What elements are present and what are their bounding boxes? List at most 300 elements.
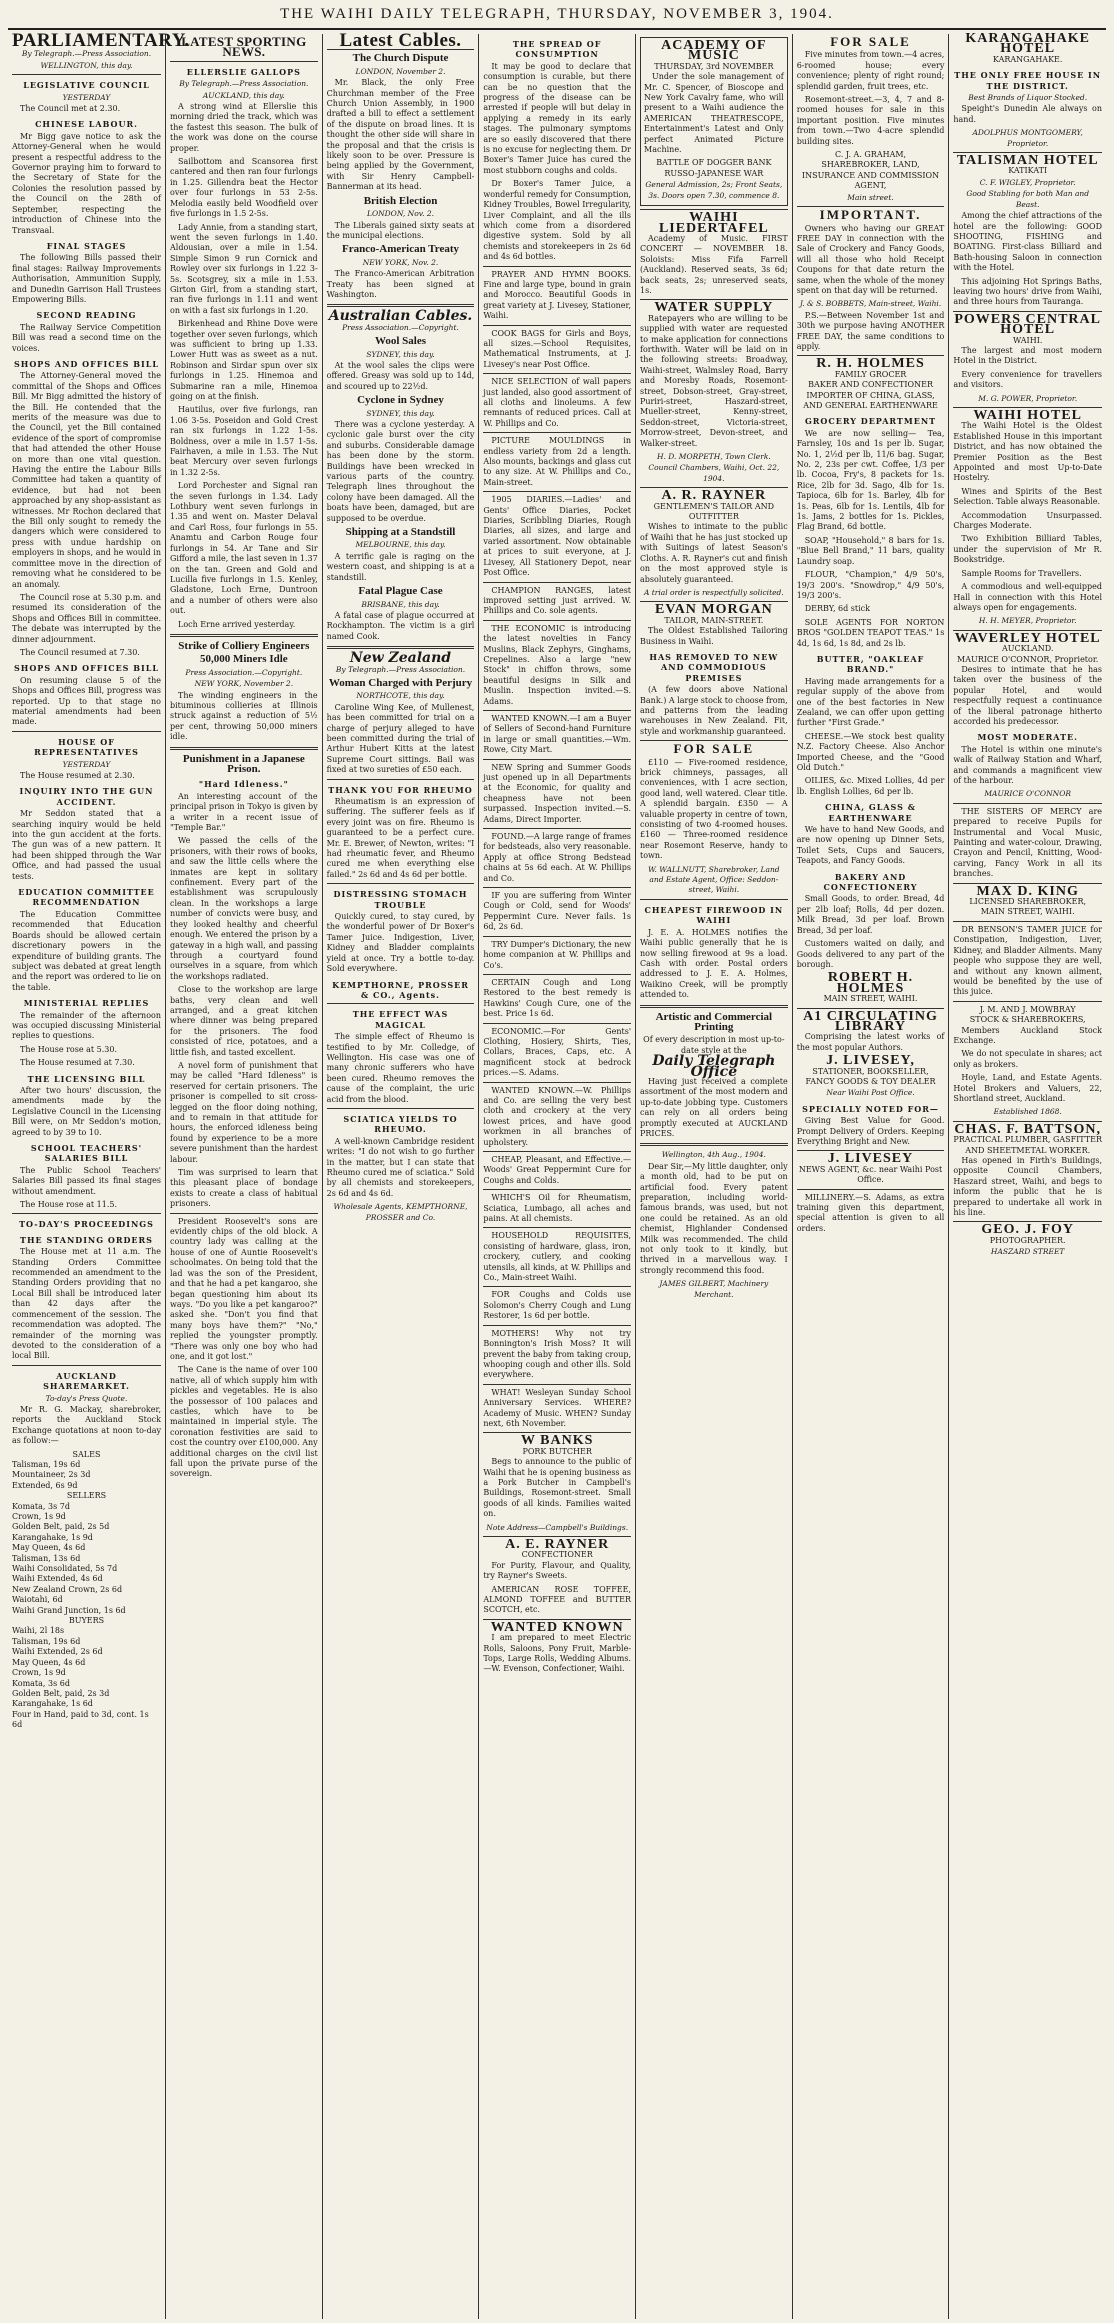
grocery-text: We are now selling— Tea, Farnsley, 10s and 1s per lb. Sugar, No. 1, 2½d per lb, 11/6 bag. Sugar, No. 2, 23s per cwt. Coffee, 1/3 per lb. Cocoa, Fry's, 8 packets for 1s. Rice, 2lb for 3d. Sago, 4lb for 1s. Tapioca, 6lb for 1s. Barley, 4lb for 1s. Peas, 6lb for 1s. Lentils, 4lb for 1s. Jams, 2 bottles for 1s. Pickles, Flag Brand, 6d bottle.: [796, 428, 945, 532]
share-quote: Komata, 3s 7d: [12, 1501, 70, 1511]
plague-heading: Fatal Plague Case: [358, 585, 443, 598]
powers-heading: POWERS CENTRAL HOTEL: [954, 311, 1101, 338]
wigley: C. F. WIGLEY, Proprietor.: [979, 177, 1076, 187]
grocery-heading: GROCERY DEPARTMENT: [804, 416, 937, 427]
masthead-title: THE WAIHI DAILY TELEGRAPH, THURSDAY, NOVEMBER 3, 1904.: [280, 6, 834, 22]
letter-date: Wellington, 4th Aug., 1904.: [661, 1150, 766, 1160]
australian-cables-heading: Australian Cables.: [328, 308, 473, 325]
ar-rayner-heading: A. R. RAYNER: [661, 488, 767, 504]
election-heading: British Election: [363, 194, 438, 207]
meyer: H. H. MEYER, Proprietor.: [978, 616, 1077, 626]
mowbray-text: Members Auckland Stock Exchange.: [953, 1025, 1103, 1045]
holmes-sub-3: IMPORTER OF CHINA, GLASS, AND GENERAL EARTHENWARE: [803, 390, 938, 410]
oconnor-sign: MAURICE O'CONNOR: [984, 789, 1072, 799]
columns: [8, 30, 1106, 2319]
mowbray-heading: J. M. AND J. MOWBRAY: [979, 1004, 1076, 1014]
council-heading: LEGISLATIVE COUNCIL: [23, 80, 150, 91]
share-quote: Crown, 1s 9d: [12, 1668, 66, 1678]
cook-text: COOK BAGS for Girls and Boys, all sizes.—School Requisites, Mathematical Instruments, at J. Livesey's near Post Office.: [483, 328, 632, 369]
sales-heading: SALES: [72, 1449, 101, 1459]
second-text: The Railway Service Competition Bill was read a second time on the voices.: [12, 322, 161, 353]
perjury-dateline: NORTHCOTE, this day.: [356, 691, 445, 701]
livesey-heading: J. LIVESEY,: [826, 1053, 915, 1069]
consumption-heading: THE SPREAD OF CONSUMPTION: [512, 39, 602, 60]
ship-text: A terrific gale is raging on the western coast, and shipping is at a standstill.: [326, 551, 475, 582]
graham-heading: C. J. A. GRAHAM,: [834, 150, 907, 160]
inquiry-text: Mr Seddon stated that a searching inquiry would be held into the gun accident at the forts. The gun was of a new pattern. It had been shipped through the War Office, and had passed the usual tests.: [12, 809, 161, 881]
share-quote: Karangahake, 1s 9d: [12, 1532, 93, 1542]
academy-date: THURSDAY, 3rd NOVEMBER: [654, 61, 774, 71]
shops-heading: SHOPS AND OFFICES BILL: [14, 358, 159, 369]
banks-text: Begs to announce to the public of Waihi that he is opening business as a Pork Butcher in Campbell's Buildings, Rosemont-street. Small goods of all kinds. Families waited on.: [483, 1457, 632, 1519]
waverley-sub: AUCKLAND.: [1001, 644, 1054, 654]
china-text: We have to hand New Goods, and are now opening up Dinner Sets, Toilet Sets, Cups and Saucers, Teapots, and Fancy Goods.: [796, 825, 945, 866]
share-quote: Talisman, 13s 6d: [12, 1553, 81, 1563]
chinese-text: Mr Bigg gave notice to ask the Attorney-General when he would present a respectful address to the Governor praying him to forward to the Secretary of State for the Colonies the resolution passed by the Council on the 28th of September, respecting the introduction of Chinese into the Transvaal.: [12, 131, 161, 235]
holmes2-sub: MAIN STREET, WAIHI.: [823, 994, 918, 1004]
church-dateline: LONDON, November 2.: [355, 66, 446, 76]
share-quote: Waihi Consolidated, 5s 7d: [12, 1564, 118, 1574]
wanted2-text: WANTED KNOWN.—W. Phillips and Co. are selling the very best cloth and crockery at the very lowest prices, and have good workmen in all branches of upholstery.: [483, 1085, 632, 1147]
share-quote: Komata, 3s 6d: [12, 1678, 70, 1688]
battson-heading: CHAS. F. BATTSON,: [954, 1121, 1101, 1137]
talisman-sub: KATIKATI: [1008, 166, 1048, 176]
plague-text: A fatal case of plague occurred at Rockhampton. The victim is a girl named Cook.: [326, 610, 475, 641]
wool-dateline: SYDNEY, this day.: [366, 349, 435, 359]
dumper-text: TRY Dumper's Dictionary, the new home companion at W. Phillips and Co's.: [483, 939, 632, 970]
sporting-title: LATEST SPORTING NEWS.: [181, 34, 307, 60]
share-quote: New Zealand Crown, 2s 6d: [12, 1584, 123, 1594]
banks-note: Note Address—Campbell's Buildings.: [486, 1522, 629, 1532]
school-heading: SCHOOL TEACHERS' SALARIES BILL: [30, 1143, 143, 1164]
oconnor-text: Desires to intimate that he has taken over the business of the popular Hotel, and would respectfully request a continuance of the liberal patronage hitherto accorded his predecessor.: [953, 664, 1103, 726]
share-quote: May Queen, 4s 6d: [12, 1543, 86, 1553]
bakery-heading: BAKERY AND CONFECTIONERY: [823, 871, 918, 893]
sport-byline: By Telegraph.—Press Association.: [179, 79, 309, 89]
economic2-text: ECONOMIC.—For Gents' Clothing, Hosiery, Shirts, Ties, Collars, Braces, Caps, etc. A magnificent stock at bedrock prices.—S. Adams.: [483, 1026, 632, 1078]
established: Established 1868.: [993, 1107, 1062, 1117]
share-quote: Four in Hand, paid to 3d, cont. 1s 6d: [12, 1709, 149, 1730]
bakery-text: Small Goods, to order. Bread, 4d per 2lb loaf; Rolls, 4d per dozen. Milk Bread, 3d per loaf. Brown Bread, 3d per loaf.: [796, 894, 945, 935]
share-quote: Karangahake, 1s 6d: [12, 1699, 93, 1709]
holmes-sub-2: BAKER AND CONFECTIONER: [808, 380, 933, 390]
column-ads-2: [636, 34, 793, 2319]
american-text: AMERICAN ROSE TOFFEE, ALMOND TOFFEE and BUTTER SCOTCH, etc.: [483, 1584, 632, 1615]
mowbray-addr: Hoyle, Land, and Estate Agents. Hotel Brokers and Valuers, 22, Shortland street, Auckland.: [953, 1073, 1103, 1103]
forsale-text: Five minutes from town.—4 acres, 6-roomed house; every convenience; plenty of right round; splendid garden, fruit trees, etc.: [796, 50, 945, 91]
evan-text-2: (A few doors above National Bank.) A large stock to choose from, and patterns from the leading warehouses in New Zealand. Fit, style and workmanship guaranteed.: [640, 685, 788, 736]
ship-heading: Shipping at a Standstill: [345, 526, 456, 539]
wanted3-heading: WANTED KNOWN: [490, 1619, 624, 1635]
karangahake-sub: KARANGAHAKE.: [992, 54, 1063, 64]
sport-dateline: AUCKLAND, this day.: [202, 90, 285, 100]
strike-heading: Strike of Colliery Engineers: [178, 639, 310, 652]
oconnor: MAURICE O'CONNOR, Proprietor.: [957, 654, 1099, 664]
picture-text: PICTURE MOULDINGS in endless variety from 2d a length. Also mounts, backings and glass cut to any size. At W. Phillips and Co., Main-street.: [483, 436, 632, 487]
waihi-hotel-heading: WAIHI HOTEL: [973, 408, 1082, 423]
share-quote: Crown, 1s 9d: [12, 1512, 66, 1521]
water-text: Ratepayers who are willing to be supplied with water are requested to make application for connections forthwith. Water will be laid on in the following streets: Broadway, Waihi-street, Walmsley Road, Barry and Moresby Roads, Rosemont-street, Dobson-street, Gray-street, Puriri-street, Haszard-street, Mueller-street, Kenny-street, Seddon-street, Victoria-street, Morrow-street, Devon-street, and Walker-street.: [640, 313, 788, 448]
dateline: WELLINGTON, this day.: [40, 60, 133, 70]
economic-text: THE ECONOMIC is introducing the latest novelties in Fancy Muslins, Black Zephyrs, Ginghams, Crepelines. Also a large "new Stock" in chiffon throws, some beautiful designs in Silk and Muslin. Inspection invited.—S. Adams.: [483, 623, 632, 706]
butter-heading: BUTTER, "OAKLEAF BRAND.": [816, 653, 925, 675]
talisman-heading: TALISMAN HOTEL: [956, 153, 1099, 169]
distress-heading: DISTRESSING STOMACH TROUBLE: [333, 889, 468, 910]
shops2-heading: SHOPS AND OFFICES BILL: [14, 663, 159, 674]
share-quote: Waihi, 2l 18s: [12, 1626, 65, 1636]
foy-sub: PHOTOGRAPHER.: [989, 1235, 1066, 1245]
consumption-text: It may be good to declare that consumption is curable, but there can be no question that the progress of the disease can be arrested if people will but delay in applying a remedy in its early stages. The pulmonary symptoms are so easily discovered that there is no excuse for neglecting them. Dr Boxer's Tamer Juice has cured the most stubborn coughs and colds.: [483, 61, 632, 175]
mothers-text: MOTHERS! Why not try Bonnington's Irish Moss? It will prevent the baby from taking croup, whooping cough and other ills. Sold everywhere.: [483, 1328, 632, 1380]
academy-text: Under the sole management of Mr. C. Spencer, of Bioscope and New York Cavalry fame, who will present to a Waihi audience the AMERICAN THEATRESCOPE, Entertainment's Latest and Only perfect Animated Picture Machine.: [644, 72, 784, 155]
evan-sub: TAILOR, MAIN-STREET.: [664, 615, 764, 625]
edu-heading: EDUCATION COMMITTEE RECOMMENDATION: [18, 887, 155, 908]
inquiry-heading: INQUIRY INTO THE GUN ACCIDENT.: [19, 786, 154, 807]
important-text: Owners who having our GREAT FREE DAY in connection with the Sale of Crockery and Fancy Goods, will all those who hold Receipt Coupons for that date return the same, when the whole of the money spent on that day will be returned.: [796, 223, 945, 295]
banks-heading: W BANKS: [520, 1433, 594, 1449]
wallnutt: W. WALLNUTT, Sharebroker, Land and Estate Agent, Office: Seddon-street, Waihi.: [648, 864, 780, 895]
household-text: HOUSEHOLD REQUISITES, consisting of hardware, glass, iron, crockery, cutlery, and cooking utensils, all kinds, at W. Phillips and Co., Main-street Waihi.: [483, 1231, 632, 1283]
karangahake-brands: Best Brands of Liquor Stocked.: [968, 93, 1088, 103]
plague-dateline: BRISBANE, this day.: [361, 599, 440, 609]
council-adj: The Council resumed at 7.30.: [20, 647, 140, 657]
rayner-sub: CONFECTIONER: [521, 1550, 593, 1560]
japan-text-4: A novel form of punishment that may be called "Hard Idleness" is reserved for certain prisoners. The prisoner is compelled to sit cross-legged on the floor doing nothing, and to remain in that attitude for hours, the enforced idleness being found by experience to be a more severe punishment than the hardest labour.: [170, 1060, 318, 1164]
parliamentary-title: PARLIAMENTARY.: [12, 30, 190, 51]
final-text: The following Bills passed their final stages: Railway Improvements Authorisation, Ammunition Supply, and Dunedin Garrison Hall Trustees Empowering Bills.: [12, 253, 161, 304]
column-sporting: [166, 34, 323, 2319]
sport-text-2: Sailbottom and Scansorea first cantered and then ran four furlongs in 1.25. Gillendra beat the Hector over four furlongs in 53 2-5s. Melodia easily beld Woodfield over five furlongs in 1.5 2-5s.: [170, 157, 318, 219]
holmes2-heading: ROBERT H. HOLMES: [827, 970, 914, 996]
japan-text-5: Tim was surprised to learn that this pleasant place of bondage exists to create a class of habitual prisoners.: [170, 1168, 318, 1209]
firewood-text: J. E. A. HOLMES notifies the Waihi public generally that he is now selling firewood at 9s a load. Cash with order. Postal orders addressed to J. E. A. Holmes, Waikino Creek, will be promptly attended to.: [640, 927, 788, 1000]
lieder-text: Academy of Music. FIRST CONCERT — NOVEMBER 18. Soloists: Miss Fifa Farrell (Auckland). Reserved seats, 3s 6d; back seats, 2s; unreserved seats, 1s.: [640, 233, 788, 295]
share-quote: Waiotahi, 6d: [12, 1595, 63, 1605]
king-addr: MAIN STREET, WAIHI.: [980, 907, 1075, 917]
which-text: WHICH'S Oil for Rheumatism, Sciatica, Lumbago, all aches and pains. At all chemists.: [483, 1193, 632, 1224]
franco-heading: Franco-American Treaty: [342, 243, 459, 256]
sole-text: SOLE AGENTS FOR NORTON BROS "GOLDEN TEAPOT TEAS." 1s 4d, 1s 6d, 1s 8d, and 2s lb.: [796, 617, 945, 648]
share-quote: May Queen, 4s 6d: [12, 1657, 86, 1667]
wigley-text: Good Stabling for both Man and Beast.: [966, 189, 1090, 209]
share-quote: Waihi Extended, 4s 6d: [12, 1574, 103, 1584]
cables-title: Latest Cables.: [339, 30, 462, 51]
spring-text: NEW Spring and Summer Goods just opened up in all Departments at the Economic, for quality and cheapness have not been surpassed. Inspection invited.—S. Adams, Direct Importer.: [483, 762, 632, 824]
cyclone-text: There was a cyclone yesterday. A cyclonic gale burst over the city and suburbs. Considerable damage has been done by the storm. Buildings have been wrecked in various parts of the country. Telegraph lines throughout the colony have been damaged. All the boats have been, damaged, but are supposed to be overdue.: [326, 420, 475, 523]
graham-sub: SHAREBROKER, LAND, INSURANCE AND COMMISSION AGENT,: [801, 160, 940, 191]
holmes-sub: FAMILY GROCER: [834, 369, 907, 379]
distress-text: Quickly cured, to stay cured, by the wonderful power of Dr Boxer's Tamer Juice. Indigestion, Liver, Kidney and Bladder complaints yield at once. Try a bottle to-day. Sold everywhere.: [326, 912, 475, 974]
ellerslie-heading: ELLERSLIE GALLOPS: [186, 66, 301, 77]
buyers-heading: BUYERS: [68, 1616, 105, 1626]
wanted3-text: I am prepared to meet Electric Rolls, Saloons, Pony Fruit, Marble-Tops, Large Rolls, Wedding Albums.—W. Evenson, Confectioner, Waihi.: [483, 1633, 632, 1674]
kempthorne-heading: KEMPTHORNE, PROSSER & CO., Agents.: [332, 979, 469, 1000]
edu-text: The Education Committee recommended that Education Boards should be allowed certain discretionary powers in the expenditure of building grants. The subject was debated at great length and the report was ordered to lie on the table.: [12, 909, 161, 992]
franco-dateline: NEW YORK, Nov. 2.: [362, 257, 439, 267]
shops2-text: On resuming clause 5 of the Shops and Offices Bill, progress was reported. Up to that stage no material amendments had been made.: [12, 675, 161, 727]
council-open: The Council met at 2.30.: [20, 104, 121, 114]
lieder-heading: WAIHI LIEDERTAFEL: [658, 210, 769, 236]
cheap-text: CHEAP, Pleasant, and Effective.—Woods' Great Peppermint Cure for Coughs and Colds.: [483, 1155, 632, 1185]
powers-prop: M. G. POWER, Proprietor.: [978, 393, 1078, 403]
house-resumed: The House resumed at 7.30.: [20, 1058, 135, 1068]
min-text: The remainder of the afternoon was occupied discussing Ministerial replies to questions.: [12, 1010, 161, 1041]
adolphus: ADOLPHUS MONTGOMERY, Proprietor.: [972, 128, 1083, 148]
ps-text: P.S.—Between November 1st and 30th we purpose having ANOTHER FREE DAY, the same conditions to apply.: [796, 310, 945, 351]
battson-sub: PRACTICAL PLUMBER, GASFITTER AND SHEETMETAL WORKER.: [953, 1135, 1102, 1155]
russo-text: RUSSO-JAPANESE WAR: [664, 168, 764, 178]
buyers-list: [12, 1626, 161, 1730]
church-text: Mr. Black, the only Free Churchman member of the Free Church Union Assembly, in 1900 drafted a bill to effect a settlement of the dispute on broad lines. It is thought the other side will share in the proposal and that the crisis is likely soon to be over. Pressure is being applied by the Government, with Sir Henry Campbell-Bannerman at its head.: [326, 78, 475, 192]
derby-text: DERBY, 6d stick: [804, 604, 870, 614]
firewood-heading: CHEAPEST FIREWOOD IN WAIHI: [644, 904, 784, 926]
masthead: [8, 6, 1106, 30]
japan-text-1: An interesting account of the principal prison in Tokyo is given by a writer in a recent issue of "Temple Bar.": [170, 791, 318, 833]
shops-text-2: The Council rose at 5.30 p.m. and resumed its consideration of the Shops and Offices Bill in committee. The debate was interrupted by the dinner adjournment.: [12, 592, 161, 644]
auckland-text: Mr R. G. Mackay, sharebroker, reports the Auckland Stock Exchange quotations at noon to-day as follow:—: [12, 1404, 161, 1446]
shops-text: The Attorney-General moved the committal of the Shops and Offices Bill. Mr Bigg admitted the history of the Bill. He contended that the merits of the measure was due to the Council, yet the Bill contained evidence of the sport of compromise that had attended the other House on more than one vital question. Having the entire the Labour Bills Committee had taken a quantity of evidence, but had not been approached by any shop-assistant as witnesses. Mr Rochon declared that the Bill only sought to remedy the dangers which were considered to press with undue hardship on employers in shops, and he would in committee move in the direction of removing what he considered to be an anomaly.: [12, 371, 161, 589]
ar-rayner-note: A trial order is respectfully solicited.: [643, 587, 784, 597]
house-yesterday: YESTERDAY: [62, 759, 111, 769]
aus-byline: Press Association.—Copyright.: [342, 322, 459, 332]
sale-heading: FOR SALE: [673, 741, 755, 757]
customers-text: Customers waited on daily, and Goods delivered to any part of the borough.: [796, 939, 945, 969]
column-ads-1: [479, 34, 636, 2319]
forsale-heading: FOR SALE: [830, 34, 911, 49]
king-heading: MAX D. KING: [976, 883, 1079, 899]
banks-sub: PORK BUTCHER: [522, 1446, 592, 1456]
share-quote: Extended, 6s 9d: [12, 1480, 78, 1490]
rheumo-text: Rheumatism is an expression of suffering. The sufferer feels as if every joint was on fire. Rheumo is guaranteed to be a perfect cure. Mr. E. Brewer, of Newton, writes: "I had rheumatic fever, and Rheumo cured me when everything else failed." 2s 6d and 4s 6d per bottle.: [326, 797, 475, 879]
evan-text: The Oldest Established Tailoring Business in Waihi.: [640, 626, 788, 646]
wool-text: At the wool sales the clips were offered. Greasy was sold up to 14d, and scoured up to 22½d.: [326, 360, 475, 391]
pres-text: President Roosevelt's sons are evidently chips of the old block. A country lady was calling at the house of one of Auntie Roosevelt's schoolmates. On being told that the lad was the son of the President, and that he had a pet kangaroo, she began questioning him about its ways. "Do you like a pet kangaroo?" asked she. "Don't you find that many boys have them?" "No," replied the youngster promptly. "There was only one boy who had one, and it got lost.": [170, 1216, 318, 1361]
final-heading: FINAL STAGES: [46, 240, 127, 251]
livesey-addr: Near Waihi Post Office.: [826, 1088, 915, 1098]
powers-text-2: Every convenience for travellers and visitors.: [953, 369, 1103, 390]
share-quote: Waihi Extended, 2s 6d: [12, 1647, 103, 1657]
license-heading: THE LICENSING BILL: [27, 1073, 146, 1084]
mowbray-text-2: We do not speculate in shares; act only as brokers.: [953, 1049, 1103, 1069]
champion-text: CHAMPION RANGES, latest improved setting just arrived. W. Phillips and Co. sole agents.: [483, 585, 632, 616]
academy-ad: [640, 37, 788, 206]
sales-list: [12, 1460, 161, 1491]
noted-heading: SPECIALLY NOTED FOR—: [802, 1103, 939, 1114]
house-heading: HOUSE OF REPRESENTATIVES: [34, 736, 139, 758]
new-zealand-heading: New Zealand: [349, 650, 452, 667]
moderate: MOST MODERATE.: [977, 732, 1078, 743]
share-quote: Waihi Grand Junction, 1s 6d: [12, 1605, 126, 1615]
office-heading: Daily Telegraph Office: [652, 1053, 776, 1080]
share-quote: Golden Belt, paid, 2s 5d: [12, 1522, 110, 1532]
rayner-text: For Purity, Flavour, and Quality, try Rayner's Sweets.: [483, 1560, 632, 1581]
academy-heading: ACADEMY OF MUSIC: [661, 38, 767, 64]
sport-text-4: Birkenhead and Rhine Dove were together over seven furlongs, which was sufficient to bring up 1.33. Lower Hutt was as sweet as a nut. Robinson and Sirdar spun over six furlongs in 1.25. Hinemoa and Submarine ran a mile, Hinemoa going on at the finish.: [170, 319, 318, 401]
library-heading: A1 CIRCULATING LIBRARY: [803, 1008, 938, 1034]
evan-removed: HAS REMOVED TO NEW AND COMMODIOUS PREMISES: [649, 651, 779, 683]
election-text: The Liberals gained sixty seats at the municipal elections.: [326, 220, 475, 240]
strike-dateline: NEW YORK, November 2.: [194, 679, 294, 689]
perjury-text: Caroline Wing Kee, of Mullenest, has been committed for trial on a charge of perjury alleged to have been committed during the trial of Arthur Hubert Kitts at the latest Supreme Court sittings. Bail was fixed at two sureties of £50 each.: [326, 702, 475, 775]
sport-text-5: Hautilus, over five furlongs, ran 1.06 3-5s. Poseidon and Gold Crest ran six furlongs in 1.22 1-5s. Boldness, over a mile in 1.57 1-5s. Fairhaven, a mile in 1.53. The Nut beat Mercury over seven furlongs in 1.32 2-5s.: [170, 405, 318, 477]
share-quote: Talisman, 19s 6d: [12, 1459, 81, 1469]
admission-text: General Admission, 2s; Front Seats, 3s. Doors open 7.30, commence 8.: [645, 180, 783, 200]
cheese-text: CHEESE.—We stock best quality N.Z. Factory Cheese. Also Anchor Imported Cheese, and the "Good Old Dutch.": [796, 731, 945, 772]
house-rose: The House rose at 5.30.: [20, 1044, 117, 1054]
pray-text: PRAYER AND HYMN BOOKS. Fine and large type, bound in grain and Morocco. Beautiful Goods in great variety at J. Livesey, Stationer, Waihi.: [483, 269, 632, 321]
strike-subheading: 50,000 Miners Idle: [199, 653, 288, 666]
accommodation: Accommodation Unsurpassed. Charges Moderate.: [953, 510, 1103, 531]
livesey2-heading: J. LIVESEY: [827, 1151, 914, 1167]
graham-street: Main street.: [847, 192, 894, 202]
powers-text: The largest and most modern Hotel in the District.: [953, 345, 1103, 366]
standing-text: The House met at 11 a.m. The Standing Orders Committee recommended an amendment to the Standing Orders providing that no Local Bill shall be introduced later than 42 days after the commencement of the session. The recommendation was adopted. The remainder of the morning was devoted to the consideration of a local Bill.: [12, 1247, 161, 1361]
office-text: Having just received a complete assortment of the most modern and up-to-date jobbing type. Customers can rely on all orders being promptly executed at AUCKLAND PRICES.: [640, 1076, 788, 1138]
holmes-heading: R. H. HOLMES: [816, 356, 925, 372]
magical-heading: THE EFFECT WAS MAGICAL: [352, 1009, 449, 1030]
powers-sub: WAIHI.: [1012, 335, 1043, 345]
ship-dateline: MELBOURNE, this day.: [355, 540, 446, 550]
butter-text: Having made arrangements for a regular supply of the above from one of the best factories in New Zealand, we can offer upon getting further "First Grade.": [796, 676, 945, 728]
japan-text-3: Close to the workshop are large baths, very clean and well arranged, and a great kitchen where dinner was being prepared for the prisoners. The food consisted of rice, potatoes, and a little fish, and tasted excellent.: [170, 985, 318, 1057]
water-sign: H. D. MORPETH, Town Clerk.: [656, 452, 771, 462]
cyclone-dateline: SYDNEY, this day.: [366, 408, 435, 418]
livesey-sub: STATIONER, BOOKSELLER, FANCY GOODS & TOY DEALER: [805, 1066, 936, 1086]
letter-text: Dear Sir,—My little daughter, only a month old, had to be put on artificial food. Every patent preparation, including world-famous brands, was used, but not one could be retained. As an old chemist, Highlander Condensed Milk was recommended. The child not only took to it kindly, but thrived in a marvellous way. I strongly recommend this food.: [640, 1161, 788, 1275]
wanted-text: WANTED KNOWN.—I am a Buyer of Sellers of Second-hand Furniture in large or small quantities.—Wm. Rowe, City Mart.: [483, 713, 632, 755]
water-heading: WATER SUPPLY: [654, 300, 774, 316]
soap-text: SOAP, "Household," 8 bars for 1s. "Blue Bell Brand," 11 bars, quality Laundry soap.: [796, 535, 945, 566]
found-text: FOUND.—A large range of frames for bedsteads, also very reasonable. Apply at office Strong Bedstead chains at 5s 6d each. At W. Phillips and Co.: [483, 832, 632, 883]
magical-text: The simple effect of Rheumo is testified to by Mr. Colledge, of Wellington. His case was one of many chronic sufferers who have been cured. Rheumo removes the cause of the complaint, the uric acid from the blood.: [326, 1032, 475, 1104]
rheumo-heading: THANK YOU FOR RHEUMO: [328, 784, 473, 795]
library-text: Comprising the latest works of the most popular Authors.: [796, 1032, 945, 1052]
cold-text: IF you are suffering from Winter Cough or Cold, send for Woods' Peppermint Cure. Never fails. 1s 6d, 2s 6d.: [483, 891, 632, 932]
diaries-text: 1905 DIARIES.—Ladies' and Gents' Office Diaries, Pocket Diaries, Scribbling Diaries, Rough Diaries, all sizes, and large and varied assortment. Now obtainable at prices to suit everyone, at J. Livesey, All Stationery Depot, near Post Office.: [483, 495, 632, 578]
perjury-heading: Woman Charged with Perjury: [328, 676, 473, 689]
min-heading: MINISTERIAL REPLIES: [23, 998, 150, 1009]
house-open: The House resumed at 2.30.: [20, 771, 135, 780]
house-final: The House rose at 11.5.: [20, 1200, 117, 1210]
oilies-text: OILIES, &c. Mixed Lollies, 4d per lb. English Lollies, 6d per lb.: [796, 776, 945, 796]
cyclone-heading: Cyclone in Sydney: [357, 394, 444, 407]
column-ads-3: [793, 34, 950, 2319]
spight-text: Speight's Dunedin Ale always on hand.: [953, 104, 1103, 124]
karangahake-text: THE ONLY FREE HOUSE IN THE DISTRICT.: [954, 70, 1102, 91]
strike-text: The winding engineers in the bituminous collieries at Illinois struck against a reduction of 5½ per cent, throwing 50,000 miners idle.: [170, 690, 318, 742]
waverley-heading: WAVERLEY HOTEL: [954, 630, 1101, 646]
commodious: A commodious and well-equipped Hall in connection with this Hotel always open for engagements.: [953, 582, 1103, 612]
battle-text: BATTLE OF DOGGER BANK: [656, 158, 772, 168]
share-quote: Talisman, 19s 6d: [12, 1636, 81, 1646]
foy-heading: GEO. J. FOY: [981, 1222, 1075, 1238]
second-heading: SECOND READING: [36, 310, 137, 321]
auckland-heading: AUCKLAND SHAREMARKET.: [43, 1370, 130, 1392]
whats-text: WHAT! Wesleyan Sunday School Anniversary Services. WHERE? Academy of Music. WHEN? Sunday next, 6th November.: [483, 1387, 632, 1428]
japan-quote: "Hard Idleness.": [198, 779, 289, 790]
billiard: Two Exhibition Billiard Tables, under the supervision of Mr R. Bookstridge.: [953, 534, 1103, 565]
coughs-text: FOR Coughs and Colds use Solomon's Cherry Cough and Lung Restorer, 1s 6d per bottle.: [483, 1290, 632, 1321]
sport-text-6: Lord Porchester and Signal ran the seven furlongs in 1.34. Lady Lothbury went seven furlongs in 1.35 and went on. Master Delaval and Carl Ross, four furlongs in 55. Anamtu and Carbon Rouge four furlongs in 54. Ar Tane and Sir Gifford a mile, the last seven in 1.37 on the tan. Green and Gold and Lucilla five furlongs in 1.5. Kenley, Gladstone, Loch Erne, Duntroon and a number of others were also out.: [170, 481, 318, 616]
nice-text: NICE SELECTION of wall papers just landed, also good assortment of all cloths and linoleums. A few remnants of reduced prices. Call at W. Phillips and Co.: [483, 377, 632, 428]
ar-rayner-text: Wishes to intimate to the public of Waihi that he has just stocked up with Suitings of latest Season's Cloths. A. R. Rayner's cut and finish on the most approved style is absolutely guaranteed.: [640, 522, 788, 584]
talisman-text-2: This adjoining Hot Springs Baths, leaving two hours' drive from Waihi, and three hours from Tauranga.: [953, 276, 1103, 307]
sport-text-1: A strong wind at Ellerslie this morning dried the track, which was the fastest this season. The bulk of the work was done on the course proper.: [170, 102, 318, 153]
ar-rayner-sub: GENTLEMEN'S TAILOR AND OUTFITTER: [653, 501, 775, 522]
china-heading: CHINA, GLASS & EARTHENWARE: [825, 802, 916, 823]
cane-text: The Cane is the name of over 100 native, all of which supply him with pickles and vegetables. He is also the possessor of 100 palaces and castles, which have to be maintained in imperial style. The coronation festivities are said to cost the country over £100,000. Any additional charges on the civil list fall upon the private purse of the sovereign.: [170, 1365, 318, 1479]
millinery-text: MILLINERY.—S. Adams, as extra training given this department, special attention is given to all orders.: [796, 1192, 945, 1233]
livesey2-sub: NEWS AGENT, &c. near Waihi Post Office.: [798, 1164, 943, 1185]
license-text: After two hours' discussion, the amendments made by the Legislative Council in the Licensing Bill were, on Mr Seddon's motion, agreed to by 39 to 10.: [12, 1085, 161, 1137]
sport-text-3: Lady Annie, from a standing start, went the seven furlongs in 1.40. Aldousian, over a mile in 1.54. Simple Simon 9 run Cornick and Rowley over six furlongs in 1.22 3-5s. Scotsgrey, six a mile in 1.53. Girton Girl, from a standing start, ran five furlongs in 1.11 and went on with a fast six furlongs in 1.20.: [170, 222, 318, 315]
foy-addr: HASZARD STREET: [990, 1247, 1065, 1257]
election-dateline: LONDON, Nov. 2.: [366, 209, 435, 219]
letter-sign: JAMES GILBERT, Machinery Merchant.: [659, 1279, 769, 1299]
today-heading: TO-DAY'S PROCEEDINGS: [19, 1219, 154, 1230]
sellers-list: [12, 1502, 161, 1616]
japan-text-2: We passed the cells of the prisoners, with their rows of books, and saw the little cells where the inmates are kept in solitary confinement. Every part of the establishment was scrupulously clean. In the workshops a large number of convicts were busy, and they looked healthy and cheerful enough. We entered the prison by a gateway in a high wall, and passing through a courtyard found ourselves in a square, from which the workshops radiated.: [170, 836, 318, 981]
chinese-heading: CHINESE LABOUR.: [35, 119, 138, 130]
waihi-hotel-text: The Waihi Hotel is the Oldest Established House in this important District, and has now obtained the Premier Position as the Best Appointed and most Up-to-Date Hostelry.: [953, 421, 1103, 483]
mowbray-sub: STOCK & SHAREBROKERS,: [969, 1015, 1086, 1025]
flour-text: FLOUR, "Champion," 4/9 50's, 19/3 200's. "Snowdrop," 4/9 50's, 19/3 200's.: [796, 570, 945, 600]
nz-byline: By Telegraph.—Press Association.: [335, 664, 466, 674]
battson-text: Has opened in Firth's Buildings, opposite Council Chambers, Haszard street, Waihi, and begs to inform the public that he is prepared to undertake all work in his line.: [953, 1156, 1103, 1218]
sport-end: Loch Erne arrived yesterday.: [178, 619, 296, 629]
evan-heading: EVAN MORGAN: [655, 602, 773, 618]
church-heading: The Church Dispute: [352, 52, 449, 65]
artistic-text: Of every description in most up-to-date style at the: [643, 1035, 785, 1055]
byline: By Telegraph.—Press Association.: [21, 49, 152, 59]
sisters-text: THE SISTERS OF MERCY are prepared to receive Pupils for Instrumental and Vocal Music, Painting and water-colour, Drawing, Crayon and Pencil, Knitting, Wood-carving, Fancy Work in all its branches.: [953, 806, 1103, 879]
sellers-heading: SELLERS: [66, 1491, 107, 1501]
sciatica-text: A well-known Cambridge resident writes: "I do not wish to go further in the matter, but I can state that Rheumo cured me of sciatica." Sold by all chemists and storekeepers, 2s 6d and 4s 6d.: [326, 1136, 475, 1198]
column-parliamentary: [8, 30, 190, 2319]
wool-heading: Wool Sales: [374, 335, 427, 348]
forsale-text-2: Rosemont-street.—3, 4, 7 and 8-roomed houses for sale in this important position. Five minutes from town.—Two 4-acre splendid building sites.: [796, 95, 945, 146]
waihi-wines: Wines and Spirits of the Best Selection. Table always Reasonable.: [953, 486, 1103, 507]
franco-text: The Franco-American Arbitration Treaty has been signed at Washington.: [326, 269, 475, 299]
school-text: The Public School Teachers' Salaries Bill passed its final stages without amendment.: [12, 1165, 161, 1196]
strike-byline: Press Association.—Copyright.: [185, 667, 303, 677]
column-cables: [323, 30, 480, 2319]
tamer-text: Dr Boxer's Tamer Juice, a wonderful remedy for Consumption, Kidney Troubles, Bowel Irregularity, Liver Complaint, and all the ills which come from a disordered digestive system. Sold by all chemists and storekeepers in 2s 6d and 4s 6d bottles.: [483, 179, 632, 262]
king-sub: LICENSED SHAREBROKER,: [969, 897, 1087, 907]
bobbets: J. & S. BOBBETS, Main-street, Waihi.: [799, 299, 942, 309]
noted-text: Giving Best Value for Good. Prompt Delivery of Orders. Keeping Everything Bright and New.: [796, 1116, 945, 1146]
oconnor-text-2: The Hotel is within one minute's walk of Railway Station and Wharf, and commands a magnificent view of the harbour.: [953, 744, 1103, 785]
council-yesterday: YESTERDAY: [62, 92, 111, 102]
rayner-heading: A. E. RAYNER: [505, 1537, 610, 1552]
sciatica-heading: SCIATICA YIELDS TO RHEUMO.: [343, 1113, 458, 1135]
artistic-heading: Artistic and Commercial Printing: [655, 1010, 773, 1033]
standing-heading: THE STANDING ORDERS: [20, 1234, 153, 1245]
japan-heading: Punishment in a Japanese Prison.: [182, 752, 305, 775]
dr-benson-text: DR BENSON'S TAMER JUICE for Constipation, Indigestion, Liver, Kidney, and Bladder Ailments. Many people who suppose they are well, and without any known ailment, would be benefited by the use of this juice.: [953, 924, 1103, 997]
share-quote: Mountaineer, 2s 3d: [12, 1470, 91, 1480]
water-office: Council Chambers, Waihi, Oct. 22, 1904.: [648, 463, 780, 483]
column-hotels: [949, 31, 1106, 2319]
auckland-byline: To-day's Press Quote.: [45, 1393, 128, 1403]
karangahake-heading: KARANGAHAKE HOTEL: [965, 31, 1090, 57]
sample: Sample Rooms for Travellers.: [961, 568, 1082, 578]
cough-text: CERTAIN Cough and Long Restored to the best remedy is Hawkins' Cough Cure, one of the best. Price 1s 6d.: [483, 977, 632, 1019]
talisman-text: Among the chief attractions of the hotel are the following: GOOD SHOOTING, FISHING and BOATING. First-class Billiard and Bath-housing Saloon in connection with the Hotel.: [953, 211, 1103, 273]
important-heading: IMPORTANT.: [819, 207, 922, 223]
sale-text: £110 — Five-roomed residence, brick chimneys, passages, all conveniences, with 1 acre section, good land, well watered. Clear title. A splendid bargain. £350 — A valuable property in centre of town, consisting of two 4-roomed houses. £160 — Three-roomed residence near Rosemont Reserve, handy to town.: [640, 757, 788, 861]
share-quote: Golden Belt, paid, 2s 3d: [12, 1688, 110, 1698]
